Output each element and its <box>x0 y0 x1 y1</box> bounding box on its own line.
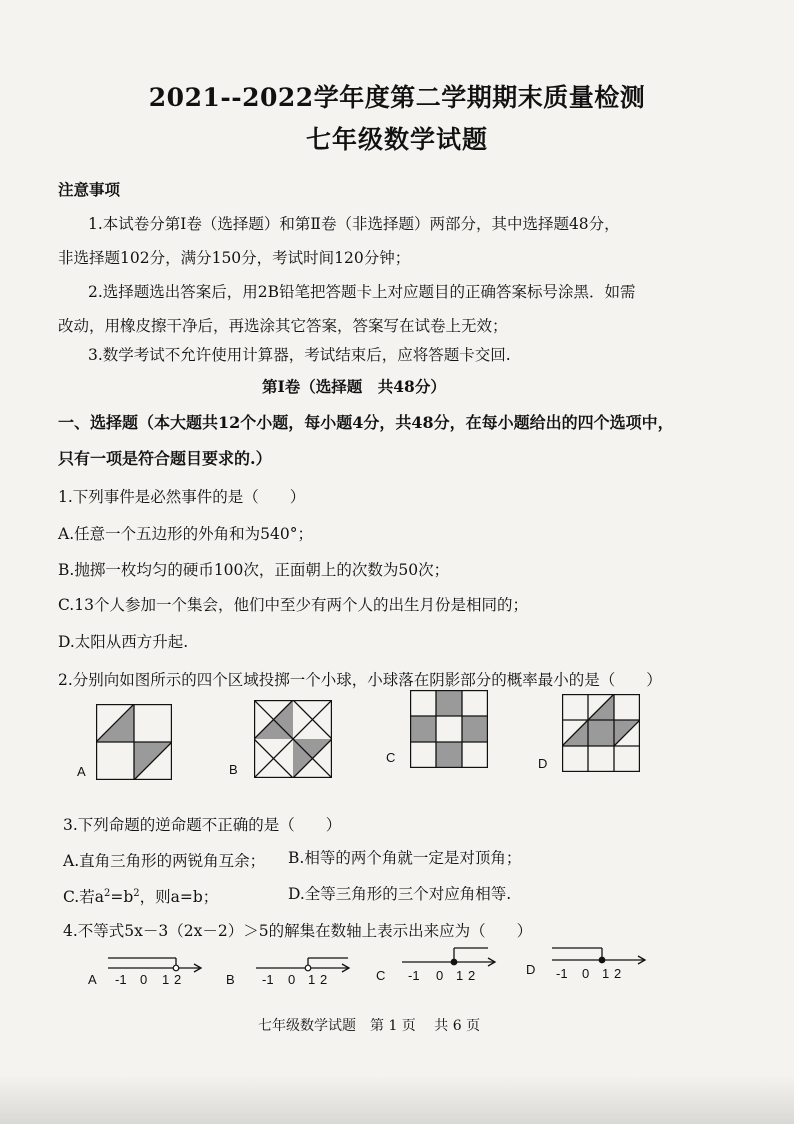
q2-figure-b <box>254 700 332 778</box>
q3-option-c <box>63 885 218 907</box>
q3-option-c-part3: ，则a=b； <box>139 888 219 906</box>
q3-option-d: D.全等三角形的三个对应角相等. <box>288 885 512 903</box>
q4-numberline-d <box>552 942 648 966</box>
q3-stem: 3.下列命题的逆命题不正确的是（ ） <box>63 816 342 834</box>
q4-a-tick-2: 2 <box>174 972 182 987</box>
q1-option-b: B.抛掷一枚均匀的硬币100次，正面朝上的次数为50次； <box>58 561 450 579</box>
notes-heading: 注意事项 <box>58 180 121 199</box>
q4-a-tick-1: 1 <box>162 972 170 987</box>
q4-label-b: B <box>226 972 235 987</box>
q1-option-a: A.任意一个五边形的外角和为540°； <box>58 525 313 543</box>
q4-c-tick-0: 0 <box>436 968 444 983</box>
q4-numberline-a <box>108 950 204 974</box>
part1-instructions-a: 一、选择题（本大题共12个小题，每小题4分，共48分，在每小题给出的四个选项中， <box>58 413 674 432</box>
q4-b-tick-2: 2 <box>320 972 328 987</box>
q3-option-a: A.直角三角形的两锐角互余； <box>63 852 266 870</box>
q4-label-a: A <box>88 972 97 987</box>
q3-option-c-part1: C.若a <box>63 888 104 906</box>
exam-title: 2021--2022学年度第二学期期末质量检测 <box>148 83 646 112</box>
q3-option-c-sup1: 2 <box>103 887 111 899</box>
q4-d-tick-0: 0 <box>582 966 590 981</box>
q2-figure-c <box>410 690 488 768</box>
part1-heading: 第Ⅰ卷（选择题 共48分） <box>262 377 446 396</box>
q2-label-b: B <box>229 762 238 777</box>
q4-a-tick-neg1: -1 <box>115 972 127 987</box>
scan-shadow <box>0 1075 794 1124</box>
q2-label-a: A <box>77 764 86 779</box>
q4-c-tick-1: 1 <box>456 968 464 983</box>
q4-b-tick-0: 0 <box>288 972 296 987</box>
q4-label-d: D <box>526 962 536 977</box>
q2-stem: 2.分别向如图所示的四个区域投掷一个小球，小球落在阴影部分的概率最小的是（ ） <box>58 671 662 689</box>
q4-label-c: C <box>376 968 386 983</box>
q2-label-c: C <box>386 750 396 765</box>
q4-a-tick-0: 0 <box>140 972 148 987</box>
q4-numberline-b <box>256 950 352 974</box>
q4-d-tick-2: 2 <box>614 966 622 981</box>
q1-option-c: C.13个人参加一个集会，他们中至少有两个人的出生月份是相同的； <box>58 596 528 614</box>
q3-option-b: B.相等的两个角就一定是对顶角； <box>288 849 522 867</box>
q4-c-tick-neg1: -1 <box>408 968 420 983</box>
q4-stem: 4.不等式5x－3（2x－2）＞5的解集在数轴上表示出来应为（ ） <box>63 922 533 940</box>
note-2a: 2.选择题选出答案后，用2B铅笔把答题卡上对应题目的正确答案标号涂黑．如需 <box>88 283 636 301</box>
q4-c-tick-2: 2 <box>468 968 476 983</box>
q2-figure-a <box>96 704 172 780</box>
note-2b: 改动，用橡皮擦干净后，再选涂其它答案，答案写在试卷上无效； <box>58 317 508 335</box>
q1-option-d: D.太阳从西方升起. <box>58 633 189 651</box>
q4-d-tick-neg1: -1 <box>556 966 568 981</box>
note-1a: 1.本试卷分第Ⅰ卷（选择题）和第Ⅱ卷（非选择题）两部分，其中选择题48分， <box>88 215 620 233</box>
exam-subtitle: 七年级数学试题 <box>305 125 488 154</box>
q4-numberline-c <box>402 944 498 968</box>
page-footer: 七年级数学试题 第 1 页 共 6 页 <box>258 1018 481 1034</box>
part1-instructions-b: 只有一项是符合题目要求的.） <box>58 449 272 468</box>
q1-stem: 1.下列事件是必然事件的是（ ） <box>58 488 306 506</box>
note-1b: 非选择题102分，满分150分，考试时间120分钟； <box>58 249 411 267</box>
q3-option-c-part2: =b <box>110 888 134 906</box>
q4-d-tick-1: 1 <box>602 966 610 981</box>
q2-label-d: D <box>538 756 548 771</box>
q3-option-c-sup2: 2 <box>133 887 140 899</box>
note-3: 3.数学考试不允许使用计算器，考试结束后，应将答题卡交回. <box>88 346 511 364</box>
q4-b-tick-neg1: -1 <box>262 972 274 987</box>
q4-b-tick-1: 1 <box>308 972 316 987</box>
q2-figure-d <box>562 694 640 772</box>
